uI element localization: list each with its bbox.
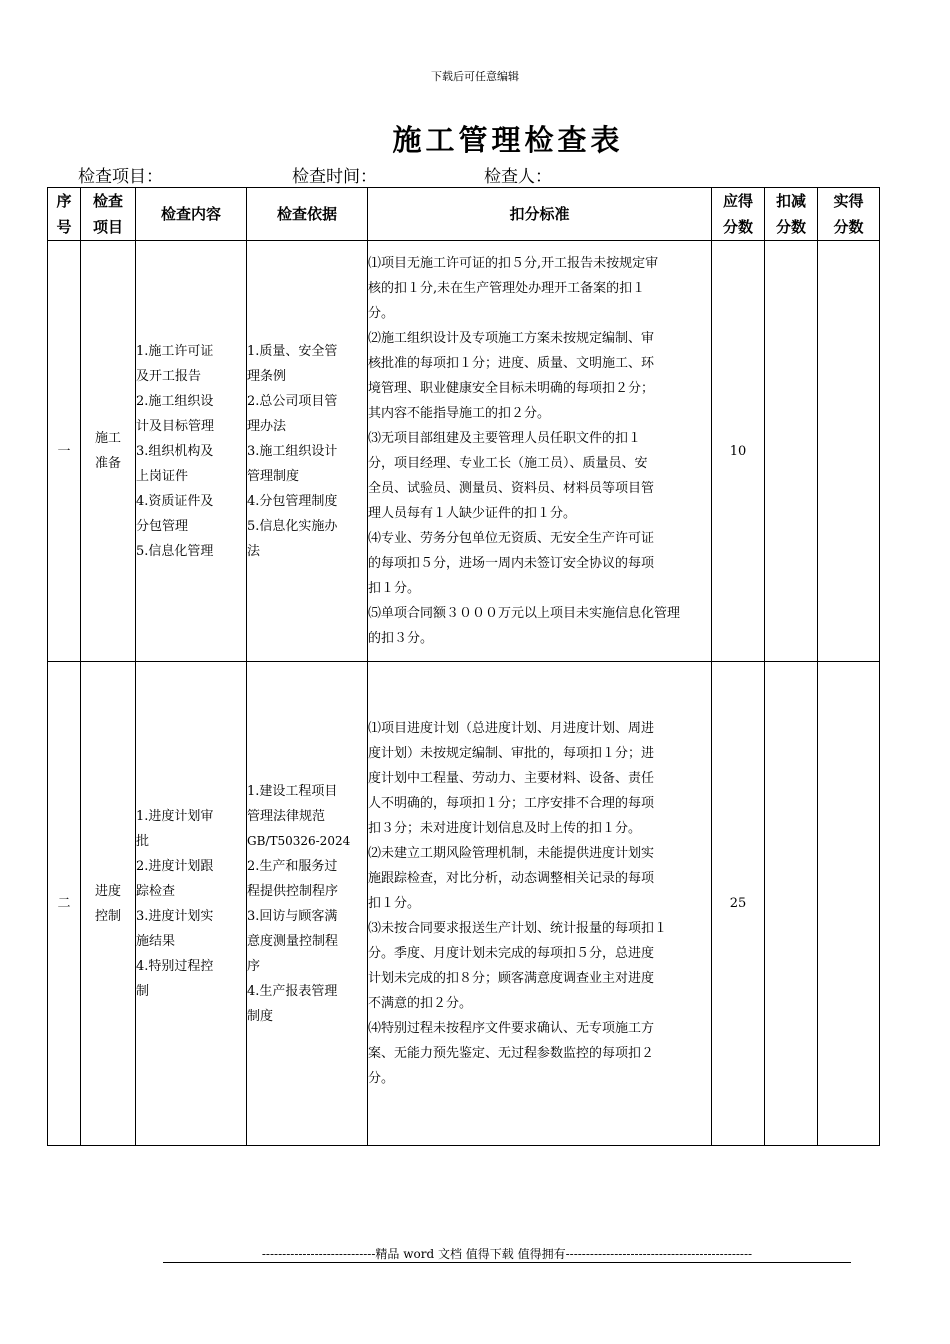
row-actual-score — [818, 662, 880, 1146]
row-deduct-score — [765, 241, 818, 662]
table-row — [48, 662, 880, 1146]
standard-clause: ⑵未建立工期风险管理机制，未能提供进度计划实 施跟踪检查，对比分析，动态调整相关记录的每项 扣１分。 — [368, 846, 655, 911]
inspection-table — [47, 187, 880, 1146]
header-seq: 序 号 — [48, 188, 81, 241]
row-item: 进度 控制 — [81, 662, 136, 1146]
standard-clause: ⑵施工组织设计及专项施工方案未按规定编制、审 核批准的每项扣１分；进度、质量、文明施工、环 境管理、职业健康安全目标未明确的每项扣２分； 其内容不能指导施工的扣２分。 — [368, 331, 655, 421]
header-deduct-score: 扣减 分数 — [765, 188, 818, 241]
row-standard — [368, 662, 712, 1146]
row-item: 施工 准备 — [81, 241, 136, 662]
row-deduct-score — [765, 662, 818, 1146]
header-actual-score: 实得 分数 — [818, 188, 880, 241]
standard-clause: ⑶未按合同要求报送生产计划、统计报量的每项扣１ 分。季度、月度计划未完成的每项扣５分，总进度 计划未完成的扣８分；顾客满意度调查业主对进度 不满意的扣２分。 — [368, 921, 668, 1011]
standard-clause: ⑶无项目部组建及主要管理人员任职文件的扣１ 分，项目经理、专业工长（施工员）、质量员、安 全员、试验员、测量员、资料员、材料员等项目管 理人员每有１人缺少证件的扣１分。 — [368, 431, 655, 521]
row-due-score: 10 — [712, 241, 765, 662]
footer-divider — [163, 1262, 851, 1263]
footer-text: ----------------------------精品 word 文档 值得下载 值得拥有---------------------------------------------- — [261, 1247, 753, 1261]
row-content: 1.进度计划审 批 2.进度计划跟 踪检查 3.进度计划实 施结果 4.特别过程控 制 — [136, 662, 247, 1146]
row-seq: 一 — [48, 241, 81, 662]
standard-clause: ⑸单项合同额３０００万元以上项目未实施信息化管理 的扣３分。 — [368, 606, 681, 646]
standard-clause: ⑴项目无施工许可证的扣５分,开工报告未按规定审 核的扣１分,未在生产管理处办理开工备案的扣１ 分。 — [368, 256, 659, 321]
header-standard: 扣分标准 — [368, 188, 712, 241]
page-title: 施工管理检查表 — [392, 123, 624, 157]
standard-clause: ⑷专业、劳务分包单位无资质、无安全生产许可证 的每项扣５分，进场一周内未签订安全协议的每项 扣１分。 — [368, 531, 655, 596]
standard-clause: ⑷特别过程未按程序文件要求确认、无专项施工方 案、无能力预先鉴定、无过程参数监控的每项扣２ 分。 — [368, 1021, 655, 1086]
row-basis: 1.质量、安全管 理条例 2.总公司项目管 理办法 3.施工组织设计 管理制度 4.分包管理制度 5.信息化实施办 法 — [247, 241, 368, 662]
row-standard — [368, 241, 712, 662]
header-content: 检查内容 — [136, 188, 247, 241]
row-seq: 二 — [48, 662, 81, 1146]
row-basis: 1.建设工程项目 管理法律规范 GB/T50326-2024 2.生产和服务过 程提供控制程序 3.回访与顾客满 意度测量控制程 序 4.生产报表管理 制度 — [247, 662, 368, 1146]
header-due-score: 应得 分数 — [712, 188, 765, 241]
row-content: 1.施工许可证 及开工报告 2.施工组织设 计及目标管理 3.组织机构及 上岗证件 4.资质证件及 分包管理 5.信息化管理 — [136, 241, 247, 662]
header-item: 检查 项目 — [81, 188, 136, 241]
inspection-time-label: 检查时间： — [292, 167, 377, 187]
table-header-row — [48, 188, 880, 241]
standard-clause: ⑴项目进度计划（总进度计划、月进度计划、周进 度计划）未按规定编制、审批的，每项扣１分；进 度计划中工程量、劳动力、主要材料、设备、责任 人不明确的，每项扣１分；工序安排不合理的每项 扣３分；未对进度计划信息及时上传的扣１分。 — [368, 721, 655, 836]
row-actual-score — [818, 241, 880, 662]
header-basis: 检查依据 — [247, 188, 368, 241]
table-row — [48, 241, 880, 662]
top-note: 下载后可任意编辑 — [431, 70, 519, 83]
row-due-score: 25 — [712, 662, 765, 1146]
inspection-item-label: 检查项目： — [78, 167, 163, 187]
inspector-label: 检查人： — [484, 167, 552, 187]
